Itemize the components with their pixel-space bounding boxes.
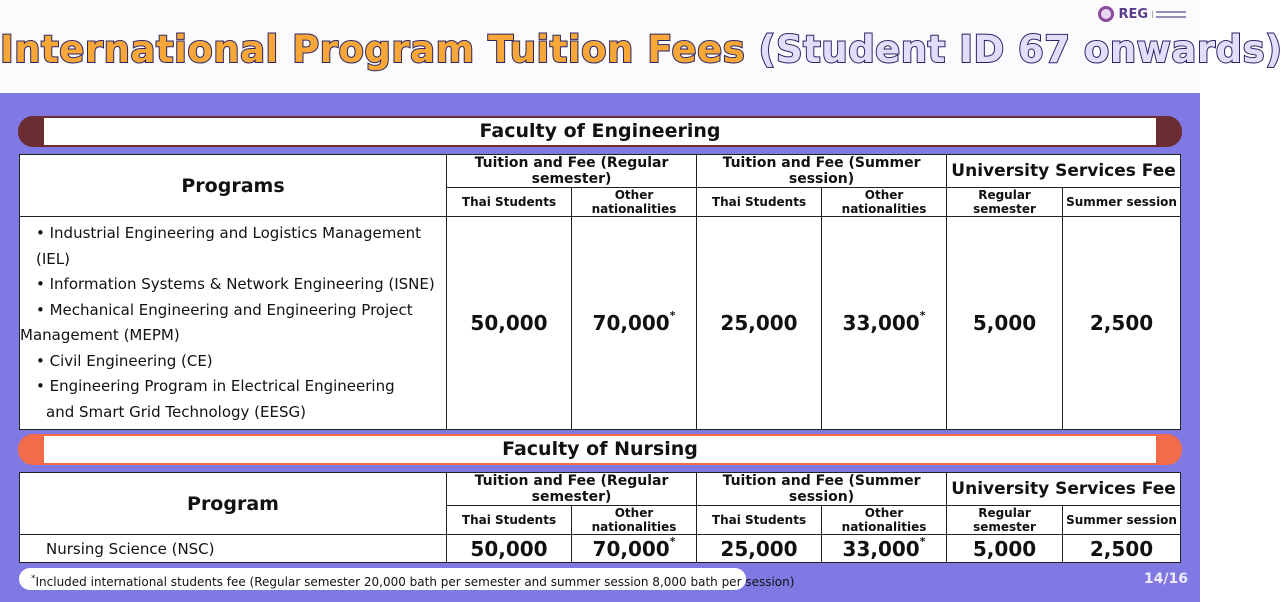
- nursing-fee-table: [19, 472, 1181, 563]
- eng-services-summer-fee: 2,500: [1063, 217, 1181, 430]
- list-item: • Engineering Program in Electrical Engineering: [36, 377, 395, 395]
- subheader-summer-session: Summer session: [1063, 188, 1181, 217]
- page-number: 14/16: [1143, 571, 1188, 587]
- reg-logo-text: REG: [1118, 6, 1148, 22]
- subheader-other-regular: Other nationalities: [572, 506, 697, 535]
- nursing-program-name: Nursing Science (NSC): [20, 535, 447, 563]
- eng-thai-summer-fee: 25,000: [697, 217, 822, 430]
- eng-thai-regular-fee: 50,000: [447, 217, 572, 430]
- reg-logo: [1098, 6, 1186, 22]
- summer-tuition-header: Tuition and Fee (Summer session): [697, 155, 947, 188]
- subheader-regular-semester: Regular semester: [947, 188, 1063, 217]
- list-item: • Information Systems & Network Engineering (ISNE): [36, 275, 435, 293]
- list-item: • Mechanical Engineering and Engineering Project: [36, 300, 413, 319]
- subheader-summer-session: Summer session: [1063, 506, 1181, 535]
- programs-header: Programs: [20, 155, 447, 217]
- engineering-fee-table: [19, 154, 1181, 430]
- eng-other-summer-fee: 33,000*: [822, 217, 947, 430]
- engineering-program-list: [20, 217, 447, 430]
- subheader-other-regular: Other nationalities: [572, 188, 697, 217]
- list-item: • Civil Engineering (CE): [36, 351, 213, 370]
- services-fee-header: University Services Fee: [947, 155, 1181, 188]
- subheader-thai-regular: Thai Students: [447, 188, 572, 217]
- footnote: *Included international students fee (Regular semester 20,000 bath per semester and summer session 8,000 bath per session): [19, 568, 746, 590]
- nursing-banner: [18, 434, 1182, 465]
- nur-services-summer-fee: 2,500: [1063, 535, 1181, 563]
- subheader-thai-regular: Thai Students: [447, 506, 572, 535]
- eng-services-regular-fee: 5,000: [947, 217, 1063, 430]
- reg-logo-subtitle: [1152, 11, 1186, 18]
- nursing-faculty-title: Faculty of Nursing: [44, 436, 1156, 463]
- subheader-other-summer: Other nationalities: [822, 506, 947, 535]
- nur-other-summer-fee: 33,000*: [822, 535, 947, 563]
- nur-thai-regular-fee: 50,000: [447, 535, 572, 563]
- engineering-faculty-title: Faculty of Engineering: [44, 118, 1156, 145]
- nur-other-regular-fee: 70,000*: [572, 535, 697, 563]
- engineering-banner: [18, 116, 1182, 147]
- list-item: and Smart Grid Technology (EESG): [46, 402, 306, 421]
- services-fee-header: University Services Fee: [947, 473, 1181, 506]
- program-header: Program: [20, 473, 447, 535]
- nur-services-regular-fee: 5,000: [947, 535, 1063, 563]
- subheader-regular-semester: Regular semester: [947, 506, 1063, 535]
- reg-logo-icon: [1098, 6, 1114, 22]
- subheader-thai-summer: Thai Students: [697, 506, 822, 535]
- list-item: Management (MEPM): [20, 326, 180, 344]
- eng-other-regular-fee: 70,000*: [572, 217, 697, 430]
- page-title: International Program Tuition Fees (Student ID 67 onwards): [0, 28, 1283, 71]
- subheader-thai-summer: Thai Students: [697, 188, 822, 217]
- nur-thai-summer-fee: 25,000: [697, 535, 822, 563]
- list-item: • Industrial Engineering and Logistics Management (IEL): [36, 224, 421, 268]
- regular-tuition-header: Tuition and Fee (Regular semester): [447, 473, 697, 506]
- regular-tuition-header: Tuition and Fee (Regular semester): [447, 155, 697, 188]
- subheader-other-summer: Other nationalities: [822, 188, 947, 217]
- summer-tuition-header: Tuition and Fee (Summer session): [697, 473, 947, 506]
